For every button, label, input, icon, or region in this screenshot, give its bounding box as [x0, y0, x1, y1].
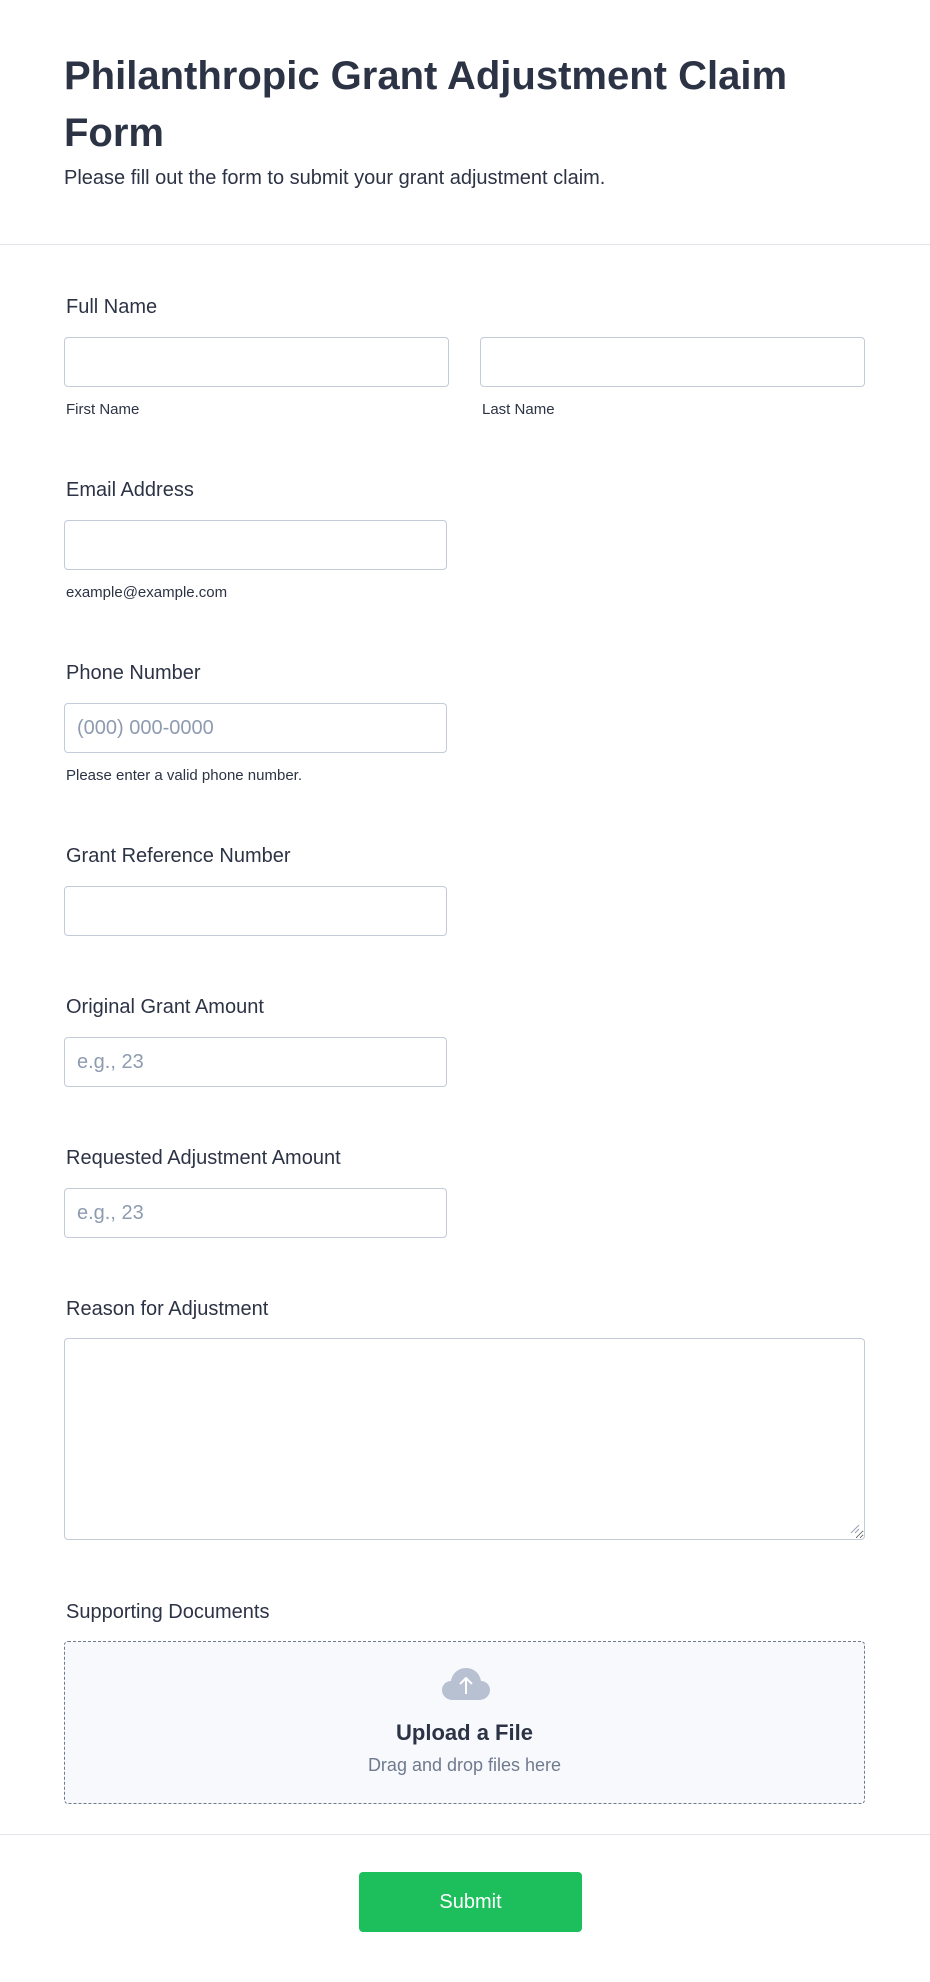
requested-amount-input[interactable] — [64, 1188, 447, 1238]
page-subtitle: Please fill out the form to submit your grant adjustment claim. — [64, 167, 606, 189]
cloud-upload-icon — [441, 1666, 491, 1702]
email-label: Email Address — [66, 479, 194, 501]
last-name-sublabel: Last Name — [482, 401, 555, 418]
email-sublabel: example@example.com — [66, 584, 228, 601]
documents-label: Supporting Documents — [66, 1601, 270, 1623]
full-name-label: Full Name — [66, 296, 158, 318]
email-input[interactable] — [64, 520, 447, 570]
original-amount-label: Original Grant Amount — [66, 996, 264, 1018]
first-name-sublabel: First Name — [66, 401, 140, 418]
page-title: Philanthropic Grant Adjustment Claim Form — [64, 54, 788, 155]
grant-reference-input[interactable] — [64, 886, 447, 936]
resize-grip-icon[interactable] — [848, 1522, 860, 1534]
file-upload-dropzone[interactable] — [64, 1641, 865, 1804]
upload-hint: Drag and drop files here — [367, 1755, 562, 1775]
requested-amount-label: Requested Adjustment Amount — [66, 1147, 341, 1169]
reason-label: Reason for Adjustment — [66, 1298, 269, 1320]
original-amount-input[interactable] — [64, 1037, 447, 1087]
grant-reference-label: Grant Reference Number — [66, 845, 291, 867]
last-name-input[interactable] — [480, 337, 865, 387]
upload-title: Upload a File — [396, 1720, 533, 1745]
phone-input[interactable] — [64, 703, 447, 753]
form-header — [0, 0, 930, 245]
phone-label: Phone Number — [66, 662, 201, 684]
first-name-input[interactable] — [64, 337, 449, 387]
footer-divider — [0, 1834, 930, 1835]
reason-textarea[interactable] — [64, 1338, 865, 1540]
submit-button[interactable]: Submit — [359, 1872, 582, 1932]
phone-sublabel: Please enter a valid phone number. — [66, 767, 302, 784]
